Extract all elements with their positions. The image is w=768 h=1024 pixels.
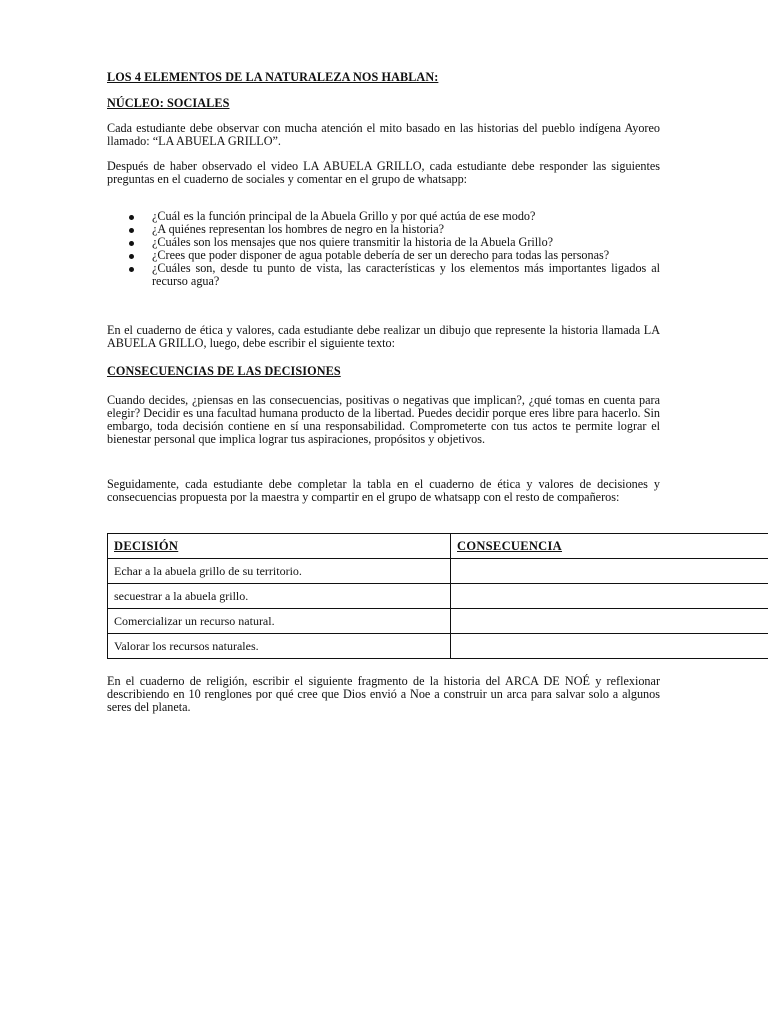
- bullet-icon: [129, 254, 134, 259]
- instructions-paragraph: Después de haber observado el video LA ABUELA GRILLO, cada estudiante debe responder las siguientes preguntas en el cuaderno de sociales y comentar en el grupo de whatsapp:: [107, 159, 660, 186]
- bullet-icon: [129, 228, 134, 233]
- decision-cell: Comercializar un recurso natural.: [108, 609, 451, 634]
- list-item: ¿A quiénes representan los hombres de negro en la historia?: [107, 223, 660, 236]
- decision-cell: Echar a la abuela grillo de su territorio.: [108, 559, 451, 584]
- consequence-cell: [451, 634, 768, 659]
- list-item: ¿Cuáles son, desde tu punto de vista, las características y los elementos más importantes ligados al recurso agua?: [107, 262, 660, 288]
- questions-list: [107, 210, 660, 288]
- table-instructions-paragraph: Seguidamente, cada estudiante debe completar la tabla en el cuaderno de ética y valores de decisiones y consecuencias propuesta por la maestra y compartir en el grupo de whatsapp con el resto de compañeros:: [107, 477, 660, 504]
- ethics-paragraph: En el cuaderno de ética y valores, cada estudiante debe realizar un dibujo que represente la historia llamada LA ABUELA GRILLO, luego, debe escribir el siguiente texto:: [107, 323, 660, 350]
- bullet-icon: [129, 215, 134, 220]
- decisions-table: [107, 533, 768, 659]
- decision-cell: Valorar los recursos naturales.: [108, 634, 451, 659]
- religion-paragraph: En el cuaderno de religión, escribir el siguiente fragmento de la historia del ARCA DE NOÉ y reflexionar describiendo en 10 renglones por qué cree que Dios envió a Noe a construir un arca para salvar solo a algunos seres del planeta.: [107, 674, 660, 714]
- decision-cell: secuestrar a la abuela grillo.: [108, 584, 451, 609]
- nucleo-heading: NÚCLEO: SOCIALES: [107, 96, 230, 110]
- intro-paragraph: Cada estudiante debe observar con mucha atención el mito basado en las historias del pueblo indígena Ayoreo llamado: “LA ABUELA GRILLO”.: [107, 121, 660, 148]
- table-header-row: [108, 534, 768, 559]
- table-row: [108, 559, 768, 584]
- table-row: [108, 609, 768, 634]
- table-row: [108, 634, 768, 659]
- document-title: LOS 4 ELEMENTOS DE LA NATURALEZA NOS HABLAN:: [107, 70, 439, 84]
- bullet-icon: [129, 241, 134, 246]
- consequences-heading: CONSECUENCIAS DE LAS DECISIONES: [107, 364, 341, 378]
- list-item: ¿Crees que poder disponer de agua potable debería de ser un derecho para todas las personas?: [107, 249, 660, 262]
- table-row: [108, 584, 768, 609]
- bullet-icon: [129, 267, 134, 272]
- consequence-cell: [451, 584, 768, 609]
- consequence-cell: [451, 559, 768, 584]
- list-item: ¿Cuál es la función principal de la Abuela Grillo y por qué actúa de ese modo?: [107, 210, 660, 223]
- consequence-cell: [451, 609, 768, 634]
- list-item: ¿Cuáles son los mensajes que nos quiere transmitir la historia de la Abuela Grillo?: [107, 236, 660, 249]
- consequence-column-header: CONSECUENCIA: [451, 534, 768, 559]
- decisions-paragraph: Cuando decides, ¿piensas en las consecuencias, positivas o negativas que implican?, ¿qué tomas en cuenta para elegir? Decidir es una facultad humana producto de la libertad. Puedes decidir porque eres libre para hacerlo. Sin embargo, toda decisión contiene en sí una responsabilidad. Comprometerte con tus actos te permite lograr el bienestar personal que implica lograr tus aspiraciones, propósitos y objetivos.: [107, 393, 660, 446]
- decision-column-header: DECISIÓN: [108, 534, 451, 559]
